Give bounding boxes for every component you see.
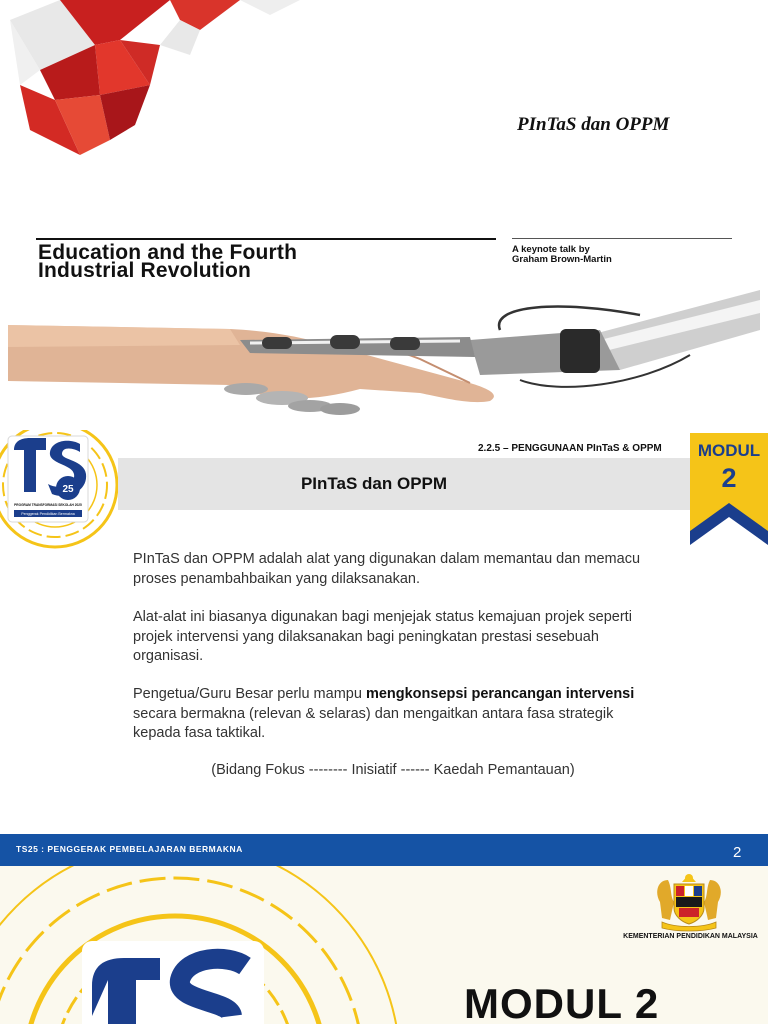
logo-caption-2: Penggerak Pendidikan Bermakna bbox=[21, 512, 75, 516]
logo-caption-1: PROGRAM TRANSFORMASI SEKOLAH 2025 bbox=[14, 503, 82, 507]
modul-number: 2 bbox=[721, 463, 737, 493]
banner-rule-secondary bbox=[512, 238, 732, 239]
red-polygon-decoration bbox=[0, 0, 320, 170]
paragraph-3 bbox=[133, 685, 653, 744]
banner-rule bbox=[36, 238, 496, 240]
slide-1 bbox=[0, 0, 768, 430]
ministry-name: KEMENTERIAN PENDIDIKAN MALAYSIA bbox=[623, 933, 758, 940]
slide-title: PInTaS dan OPPM bbox=[300, 474, 448, 493]
keynote-caption-2: Graham Brown-Martin bbox=[512, 254, 612, 265]
malaysia-crest bbox=[652, 872, 726, 932]
paragraph-3-emphasis: mengkonsepsi perancangan intervensi bbox=[365, 686, 635, 702]
slide-title: PInTaS dan OPPM bbox=[517, 114, 670, 135]
paragraph-3-part-2: secara bermakna (relevan & selaras) dan mengaitkan antara fasa strategik kepada fasa taktikal. bbox=[133, 705, 614, 741]
footer-text: TS25 : PENGGERAK PEMBELAJARAN BERMAKNA bbox=[16, 844, 243, 854]
modul-title: MODUL 2 bbox=[464, 980, 660, 1024]
ts25-logo bbox=[0, 430, 125, 555]
banner-title-line-2: Industrial Revolution bbox=[38, 259, 252, 282]
paragraph-4: (Bidang Fokus -------- Inisiatif ------ Kaedah Pemantauan) bbox=[211, 762, 575, 778]
slide-3 bbox=[0, 866, 768, 1024]
keynote-caption-1: A keynote talk by bbox=[512, 244, 590, 255]
human-robot-handshake-illustration bbox=[0, 285, 768, 425]
slide-2 bbox=[0, 430, 768, 866]
banner-title-line-1: Education and the Fourth bbox=[38, 241, 298, 264]
paragraph-3-part-1: Pengetua/Guru Besar perlu mampu bbox=[133, 686, 366, 702]
modul-label: MODUL bbox=[697, 441, 761, 460]
section-code: 2.2.5 – PENGGUNAAN PInTaS & OPPM bbox=[478, 443, 662, 454]
ts25-logo-large bbox=[0, 866, 460, 1024]
logo-badge-number: 25 bbox=[62, 484, 74, 495]
paragraph-1: PInTaS dan OPPM adalah alat yang digunakan dalam memantau dan memacu proses penambahbaikan yang dilaksanakan. bbox=[133, 551, 641, 587]
page-number: 2 bbox=[733, 844, 742, 861]
paragraph-2: Alat-alat ini biasanya digunakan bagi menjejak status kemajuan projek seperti projek intervensi yang dilaksanakan bagi peningkatan prestasi sesebuah organisasi. bbox=[133, 609, 632, 664]
